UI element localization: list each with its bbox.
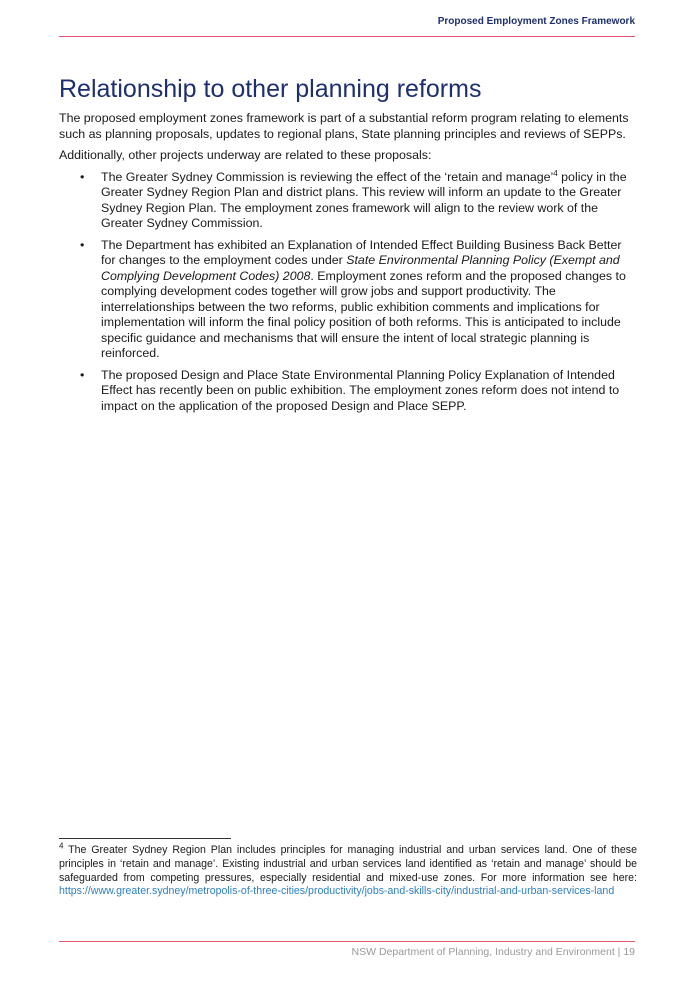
footer-divider bbox=[59, 941, 635, 942]
footnote bbox=[59, 841, 637, 899]
footnote-reference[interactable]: 4 bbox=[553, 168, 558, 178]
intro-paragraph: The proposed employment zones framework is part of a substantial reform program relating to elements such as planning proposals, updates to regional plans, State planning principles and reviews of SEPPs. bbox=[59, 111, 629, 141]
footnote-link[interactable]: https://www.greater.sydney/metropolis-of-three-cities/productivity/jobs-and-skills-city/industrial-and-urban-services-land bbox=[59, 885, 615, 898]
footnote-text: The Greater Sydney Region Plan includes principles for managing industrial and urban services land. One of these principles in ‘retain and manage’. Existing industrial and urban services land identified as ‘retain and manage’ should be safeguarded from competing pressures, especially residential and mixed-use zones. For more information see here: bbox=[59, 844, 637, 884]
related-projects-list bbox=[59, 170, 639, 415]
list-item bbox=[59, 368, 639, 415]
list-item-text: The proposed Design and Place State Environmental Planning Policy Explanation of Intended Effect has recently been on public exhibition. The employment zones reform does not intend to impact on the application of the proposed Design and Place SEPP. bbox=[101, 367, 620, 413]
footnote-divider bbox=[59, 838, 231, 839]
footer-org: NSW Department of Planning, Industry and Environment bbox=[351, 946, 615, 958]
bullet-icon: • bbox=[80, 237, 85, 252]
section-heading: Relationship to other planning reforms bbox=[59, 75, 482, 103]
additional-paragraph: Additionally, other projects underway are related to these proposals: bbox=[59, 148, 432, 162]
running-header: Proposed Employment Zones Framework bbox=[437, 16, 635, 27]
header-divider bbox=[59, 36, 635, 37]
list-item-text: . Employment zones reform and the proposed changes to complying development codes together will grow jobs and support productivity. The interrelationships between the two reforms, public exhibition comments and implications for implementation will inform the final policy position of both reforms. This is anticipated to include specific guidance and mechanisms that will ensure the intent of local strategic planning is reinforced. bbox=[101, 268, 626, 360]
bullet-icon: • bbox=[80, 169, 85, 184]
footer-separator: | bbox=[614, 946, 624, 958]
list-item-text: The Greater Sydney Commission is reviewing the effect of the ‘retain and manage’ bbox=[101, 169, 554, 184]
list-item bbox=[59, 238, 639, 362]
list-item-text: The Department has exhibited an Explanation of Intended Effect Building Business Back Better for changes to the employment codes under bbox=[101, 237, 622, 267]
bullet-icon: • bbox=[80, 367, 85, 382]
list-item-text: policy in the Greater Sydney Region Plan and district plans. This review will inform an update to the Greater Sydney Region Plan. The employment zones framework will align to the review work of the Greater Sydney Commission. bbox=[101, 169, 627, 230]
page-footer bbox=[352, 946, 635, 958]
list-item bbox=[59, 170, 639, 232]
footnote-number: 4 bbox=[59, 841, 64, 851]
page-number: 19 bbox=[623, 946, 635, 958]
policy-title: State Environmental Planning Policy (Exempt and Complying Development Codes) 2008 bbox=[101, 253, 620, 283]
main-content bbox=[59, 74, 639, 420]
